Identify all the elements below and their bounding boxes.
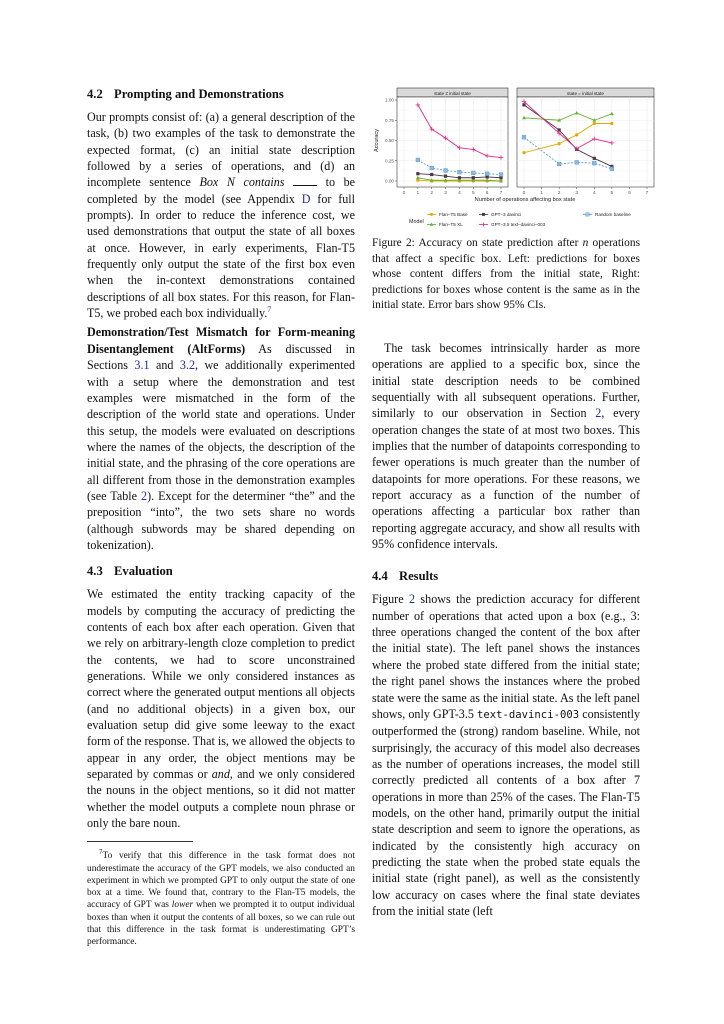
legend-item-label: GPT–3.5 text–davinci–003 (491, 222, 546, 227)
legend-item-label: Random baseline (595, 212, 631, 217)
chart-legend (409, 212, 631, 227)
footnote-ref-7[interactable]: 7 (267, 305, 272, 315)
y-tick-label: 0.50 (385, 138, 394, 144)
figure-caption: Figure 2: Accuracy on state prediction after n operations that affect a specific box. Left: predictions for boxes whose content differs from the initial state, Right: predictions for boxes whose content is the same as in the initial state. Error bars show 95% CIs. (372, 237, 641, 312)
x-tick-label: 3 (575, 191, 579, 196)
legend-item-label: Flan–T5 XL (439, 222, 463, 227)
link-section-3-2[interactable]: 3.2 (179, 358, 195, 373)
section-heading-4-4: 4.4 Results (372, 569, 439, 584)
paragraph-evaluation: We estimated the entity tracking capacity of the models by computing the accuracy of predicting the contents of each box after each operation. Given that we rely on arbitrary-length cloze completion to predict the contents, we had to score unconstrained generations. While we only considered instances as correct where the generated output mentions all objects (and no additional objects) in a given box, our evaluation setup did give some leeway to the exact form of the response. That is, we allowed the objects to appear in any order, the object mentions may be separated by commas or and, and we only considered the nouns in the object mentions, so it did not matter whether the model outputs a complete noun phrase or only the bare noun. (87, 587, 355, 831)
footnote-7: $^7$To verify that this difference in the task format does not underestimate the accuracy of the GPT models, we also conducted an experiment in which we prompted GPT to only output the state of one box at a time. We found that, contrary to the Flan-T5 models, the accuracy of GPT was lower when we prompted it to output individual boxes than when it output the contents of all boxes, so we can rule out that this difference in the task format is underestimating GPT’s performance. (87, 848, 355, 947)
x-tick-label: 4 (458, 191, 461, 196)
y-axis-label: Accuracy (374, 128, 380, 153)
line-chart (365, 84, 657, 234)
section-heading-4-2: 4.2 Prompting and Demonstrations (87, 87, 284, 101)
section-heading-4-3: 4.3 Evaluation (87, 564, 173, 579)
right-column (372, 236, 640, 919)
x-axis-label: Number of operations affecting box state (474, 197, 576, 203)
legend-item-label: Flan–T5 Base (439, 212, 468, 217)
panel-label: state = initial state (567, 90, 604, 96)
paragraph-prompts: Our prompts consist of: (a) a general description of the task, (b) two examples of the task to demonstrate the expected format, (c) an initial state description followed by a series of operations, and (d) an incomplete sentence Box N contains to be completed by the model (see Appendix D for full prompts). In order to reduce the inference cost, we used demonstrations that output the state of all boxes at once. However, in early experiments, Flan-T5 frequently only output the state of the first box even when the in-context demonstrations contained descriptions of all box states. For this reason, for Flan-T5, we probed each box individually.$^7$ (87, 110, 355, 321)
legend-item-label: GPT–3 davinci (491, 212, 522, 217)
x-tick-label: 7 (499, 191, 503, 196)
x-tick-label: 2 (430, 191, 434, 196)
x-tick-label: 1 (416, 191, 420, 196)
x-tick-label: 6 (628, 191, 631, 196)
x-tick-label: 7 (645, 191, 649, 196)
cloze-blank (293, 175, 317, 186)
x-tick-label: 1 (540, 191, 543, 196)
x-tick-label: 0 (522, 191, 526, 196)
paragraph-altforms: Demonstration/Test Mismatch for Form-meaning Disentanglement (AltForms) As discussed in Sections 3.1 and 3.2, we additionally experimented with a setup where the demonstration and test examples were mismatched in the form of the description of the world state and operations. Under this setup, the models were evaluated on descriptions where the names of the objects, the description of the initial state, and the phrasing of the core operations are all different from those in the demonstration examples (see Table 2). Except for the determiner “the” and the preposition “into”, the two sets share no words (although subwords may be shared depending on tokenization). (87, 325, 356, 552)
y-tick-label: 0.00 (385, 178, 394, 184)
paragraph-results: Figure 2 shows the prediction accuracy for different number of operations that acted upon a box (e.g., 3: three operations changed the content of the box after the initial state). The left panel shows the instances where the probed state differed from the initial state; the right panel shows the instances where the probed state were the same as the initial state. As the left panel shows, only GPT-3.5 text-davinci-003 consistently outperformed the (strong) random baseline. While, not surprisingly, the accuracy of this model also decreases as the number of operations increases, the model still correctly predicted all contents of a box after 7 operations in more than 25% of the cases. The Flan-T5 models, on the other hand, primarily output the initial state description and seem to ignore the operations, as indicated by the consistently high accuracy on predicting the state when the probed state equals the initial state (right panel), as well as the consistently low accuracy on cases where the final state deviates from the initial state (left (372, 592, 640, 918)
link-figure-2[interactable]: 2 (408, 592, 416, 607)
x-tick-label: 2 (557, 191, 561, 196)
link-section-2[interactable]: 2 (595, 406, 602, 421)
link-table-2[interactable]: 2 (141, 488, 148, 503)
x-tick-label: 3 (444, 191, 447, 196)
link-section-3-1[interactable]: 3.1 (134, 358, 150, 373)
svg-text:Model: Model (409, 219, 424, 225)
footnote-divider (87, 841, 193, 842)
x-tick-label: 5 (610, 191, 614, 196)
x-tick-label: 4 (592, 191, 596, 196)
left-column (87, 86, 355, 948)
y-tick-label: 1.00 (385, 97, 394, 103)
panel-label: state ≠ initial state (434, 90, 471, 96)
y-tick-label: 0.75 (385, 117, 394, 123)
link-appendix-d[interactable]: D (301, 191, 311, 206)
paragraph-task-harder: The task becomes intrinsically harder as more operations are applied to a specific box, since the initial state description needs to be combined sequentially with all subsequent operations. Further, similarly to our observation in Section 2, every operation changes the state of at most two boxes. This implies that the number of datapoints corresponding to fewer operations is much greater than the number of datapoints for more operations. For these reasons, we report accuracy as a function of the number of operations affecting a particular box rather than reporting aggregate accuracy, and show all results with 95% confidence intervals. (372, 340, 640, 552)
figure-2-accuracy-chart (365, 84, 657, 234)
y-tick-label: 0.25 (385, 158, 394, 164)
x-tick-label: 6 (485, 191, 489, 196)
x-tick-label: 0 (402, 191, 406, 196)
x-tick-label: 5 (471, 191, 475, 196)
